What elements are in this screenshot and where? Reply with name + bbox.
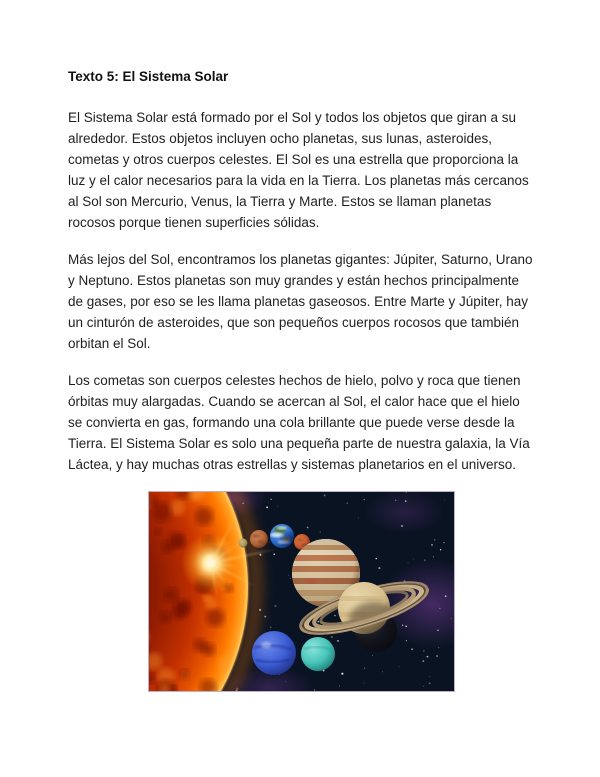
document-content bbox=[68, 66, 534, 692]
solar-system-image bbox=[148, 491, 455, 692]
paragraph-3: Los cometas son cuerpos celestes hechos de hielo, polvo y roca que tienen órbitas muy alargadas. Cuando se acercan al Sol, el calor hace que el hielo se convierta en gas, formando una cola brillante que puede verse desde la Tierra. El Sistema Solar es solo una pequeña parte de nuestra galaxia, la Vía Láctea, y hay muchas otras estrellas y sistemas planetarios en el universo. bbox=[68, 373, 530, 472]
planet-neptune bbox=[252, 631, 296, 675]
paragraph-2: Más lejos del Sol, encontramos los planetas gigantes: Júpiter, Saturno, Urano y Neptuno. Estos planetas son muy grandes y están hechos principalmente de gases, por eso se les llama planetas gaseosos. Entre Marte y Júpiter, hay un cinturón de asteroides, que son pequeños cuerpos rocosos que también orbitan el Sol. bbox=[68, 252, 533, 351]
solar-system-illustration bbox=[149, 492, 454, 691]
paragraph-1: El Sistema Solar está formado por el Sol y todos los objetos que giran a su alrededor. Estos objetos incluyen ocho planetas, sus lunas, asteroides, cometas y otros cuerpos celestes. El Sol es una estrella que proporciona la luz y el calor necesarios para la vida en la Tierra. Los planetas más cercanos al Sol son Mercurio, Venus, la Tierra y Marte. Estos se llaman planetas rocosos porque tienen superficies sólidas. bbox=[68, 110, 529, 230]
document-title bbox=[68, 66, 534, 87]
nebula-patch bbox=[364, 492, 444, 534]
planet-uranus bbox=[301, 637, 335, 671]
document-title-text: Texto 5: El Sistema Solar bbox=[68, 69, 229, 84]
planet-mercury bbox=[239, 539, 248, 548]
planet-venus bbox=[250, 530, 268, 548]
